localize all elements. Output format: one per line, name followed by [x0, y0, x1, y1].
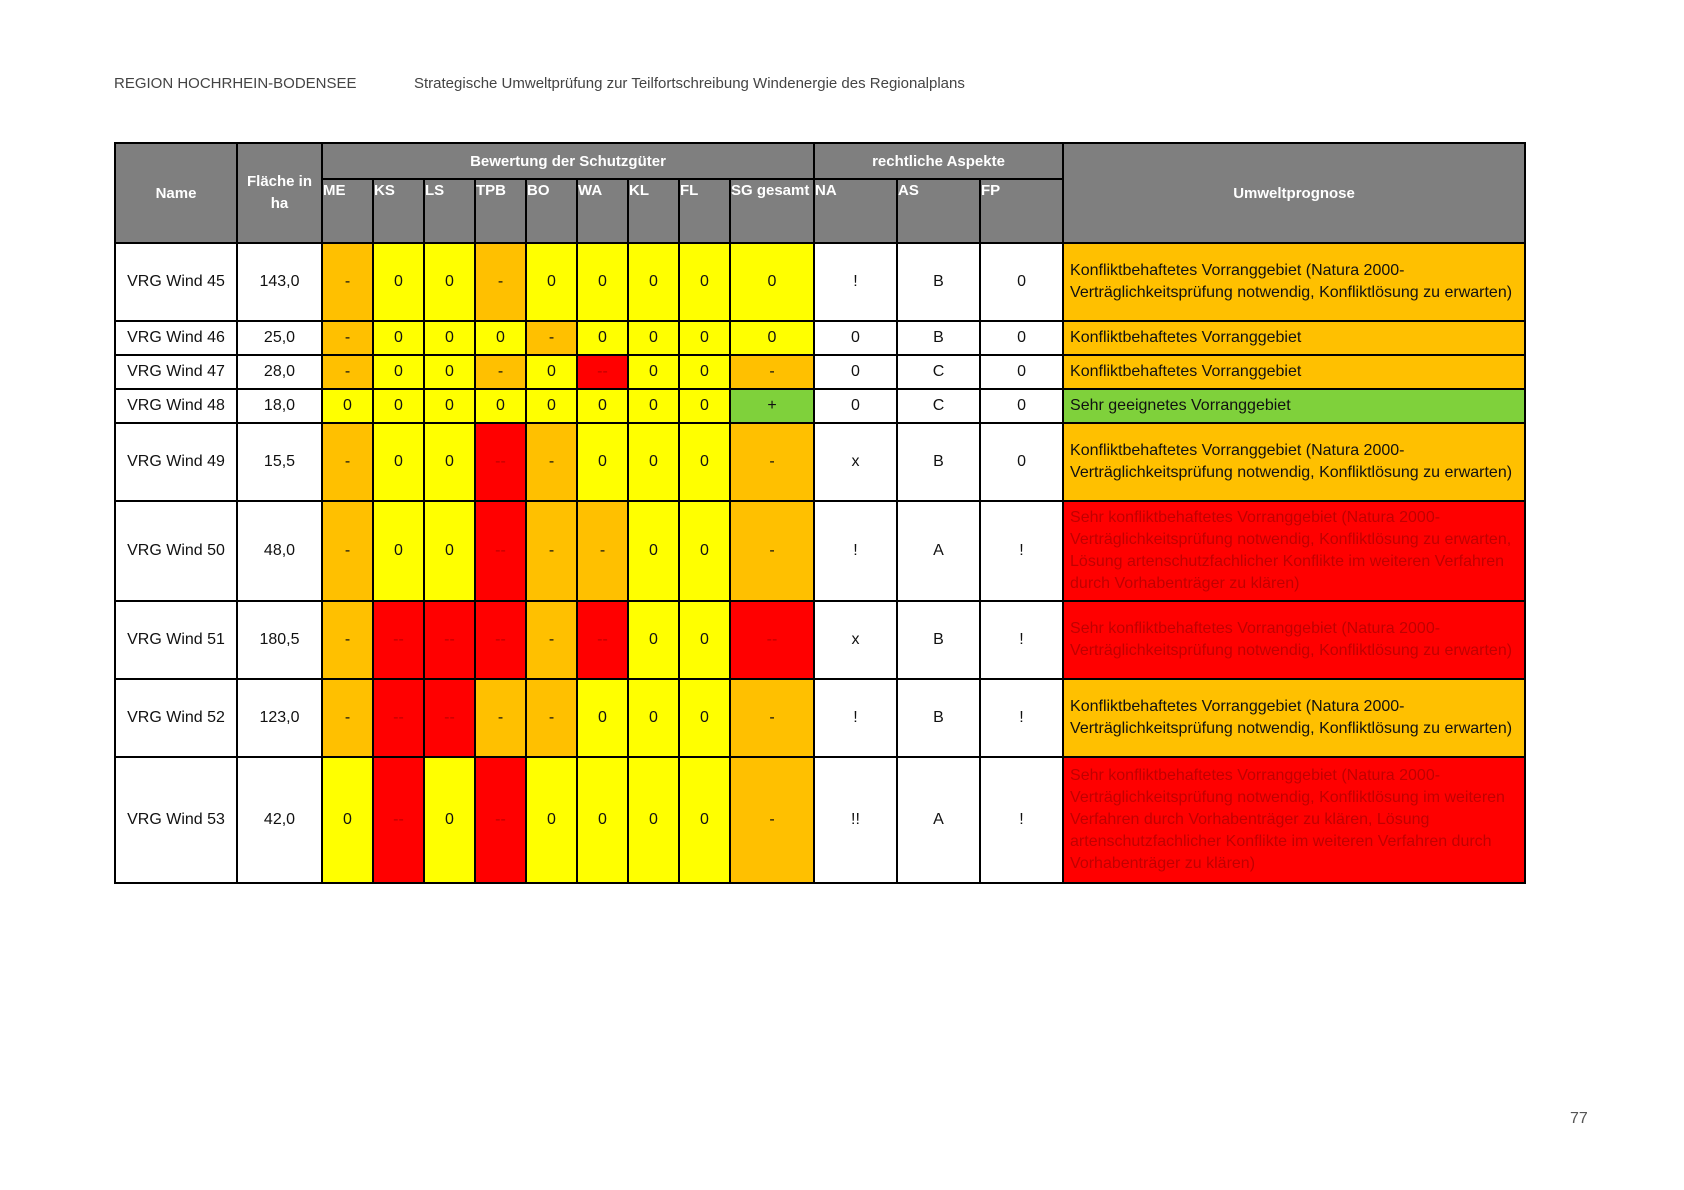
cell-sg-gesamt: -	[730, 679, 814, 757]
header-col-ls: LS	[424, 179, 475, 243]
cell-kl: 0	[628, 601, 679, 679]
region-title: REGION HOCHRHEIN-BODENSEE	[114, 75, 357, 92]
header-col-fp: FP	[980, 179, 1063, 243]
table-row	[115, 757, 1525, 883]
table-row	[115, 355, 1525, 389]
cell-fp: 0	[980, 355, 1063, 389]
cell-ls: 0	[424, 501, 475, 601]
cell-na: 0	[814, 321, 897, 355]
header-col-wa: WA	[577, 179, 628, 243]
cell-area: 25,0	[237, 321, 322, 355]
cell-fl: 0	[679, 757, 730, 883]
header-rechtlich: rechtliche Aspekte	[814, 143, 1063, 179]
cell-bo: 0	[526, 389, 577, 423]
cell-as: A	[897, 501, 980, 601]
cell-umweltprognose: Konfliktbehaftetes Vorranggebiet (Natura 2000-Verträglichkeitsprüfung notwendig, Konfliktlösung zu erwarten)	[1063, 243, 1525, 321]
header-area: Fläche in ha	[237, 143, 322, 243]
cell-ks: 0	[373, 423, 424, 501]
header-col-as: AS	[897, 179, 980, 243]
cell-bo: -	[526, 679, 577, 757]
cell-ls: 0	[424, 757, 475, 883]
cell-kl: 0	[628, 243, 679, 321]
cell-name: VRG Wind 51	[115, 601, 237, 679]
cell-area: 48,0	[237, 501, 322, 601]
cell-ks: 0	[373, 243, 424, 321]
cell-me: -	[322, 423, 373, 501]
cell-as: A	[897, 757, 980, 883]
cell-as: B	[897, 679, 980, 757]
cell-as: B	[897, 321, 980, 355]
cell-bo: 0	[526, 355, 577, 389]
document-subtitle: Strategische Umweltprüfung zur Teilfortschreibung Windenergie des Regionalplans	[414, 75, 965, 92]
cell-sg-gesamt: 0	[730, 243, 814, 321]
cell-tpb: --	[475, 757, 526, 883]
header-col-sg: SG gesamt	[730, 179, 814, 243]
page-number: 77	[1570, 1110, 1588, 1127]
cell-me: 0	[322, 757, 373, 883]
cell-sg-gesamt: -	[730, 423, 814, 501]
cell-fl: 0	[679, 389, 730, 423]
cell-me: -	[322, 321, 373, 355]
cell-umweltprognose: Konfliktbehaftetes Vorranggebiet	[1063, 321, 1525, 355]
cell-area: 18,0	[237, 389, 322, 423]
cell-name: VRG Wind 47	[115, 355, 237, 389]
cell-fl: 0	[679, 355, 730, 389]
cell-ks: --	[373, 679, 424, 757]
table-body	[115, 243, 1525, 883]
cell-fl: 0	[679, 501, 730, 601]
cell-wa: -	[577, 501, 628, 601]
cell-fp: !	[980, 757, 1063, 883]
cell-tpb: -	[475, 679, 526, 757]
cell-as: B	[897, 243, 980, 321]
cell-wa: 0	[577, 321, 628, 355]
cell-ls: --	[424, 679, 475, 757]
cell-tpb: --	[475, 501, 526, 601]
cell-name: VRG Wind 53	[115, 757, 237, 883]
cell-fl: 0	[679, 679, 730, 757]
cell-wa: --	[577, 355, 628, 389]
table-row	[115, 321, 1525, 355]
cell-umweltprognose: Sehr konfliktbehaftetes Vorranggebiet (Natura 2000-Verträglichkeitsprüfung notwendig, Konfliktlösung im weiteren Verfahren durch Vorhabenträger zu klären, Lösung artenschutzfachlicher Konflikte im weiteren Verfahren durch Vorhabenträger zu klären)	[1063, 757, 1525, 883]
cell-me: -	[322, 243, 373, 321]
cell-me: 0	[322, 389, 373, 423]
cell-fp: !	[980, 679, 1063, 757]
cell-ls: 0	[424, 355, 475, 389]
cell-kl: 0	[628, 321, 679, 355]
cell-ks: 0	[373, 501, 424, 601]
cell-area: 180,5	[237, 601, 322, 679]
cell-sg-gesamt: 0	[730, 321, 814, 355]
cell-sg-gesamt: -	[730, 501, 814, 601]
cell-fp: 0	[980, 243, 1063, 321]
cell-tpb: -	[475, 355, 526, 389]
table-row	[115, 679, 1525, 757]
cell-umweltprognose: Sehr konfliktbehaftetes Vorranggebiet (Natura 2000-Verträglichkeitsprüfung notwendig, Konfliktlösung zu erwarten)	[1063, 601, 1525, 679]
cell-umweltprognose: Konfliktbehaftetes Vorranggebiet (Natura 2000-Verträglichkeitsprüfung notwendig, Konfliktlösung zu erwarten)	[1063, 423, 1525, 501]
cell-me: -	[322, 355, 373, 389]
header-col-fl: FL	[679, 179, 730, 243]
cell-kl: 0	[628, 355, 679, 389]
cell-fl: 0	[679, 423, 730, 501]
cell-ks: --	[373, 757, 424, 883]
cell-kl: 0	[628, 501, 679, 601]
table-row	[115, 423, 1525, 501]
cell-na: !	[814, 243, 897, 321]
cell-tpb: --	[475, 601, 526, 679]
cell-bo: 0	[526, 757, 577, 883]
cell-ls: --	[424, 601, 475, 679]
cell-as: B	[897, 601, 980, 679]
cell-name: VRG Wind 45	[115, 243, 237, 321]
cell-ks: 0	[373, 321, 424, 355]
cell-sg-gesamt: -	[730, 355, 814, 389]
cell-name: VRG Wind 46	[115, 321, 237, 355]
cell-ls: 0	[424, 389, 475, 423]
cell-wa: 0	[577, 389, 628, 423]
header-col-kl: KL	[628, 179, 679, 243]
cell-umweltprognose: Sehr konfliktbehaftetes Vorranggebiet (Natura 2000-Verträglichkeitsprüfung notwendig, Konfliktlösung zu erwarten, Lösung artenschutzfachlicher Konflikte im weiteren Verfahren durch Vorhabenträger zu klären)	[1063, 501, 1525, 601]
cell-name: VRG Wind 48	[115, 389, 237, 423]
cell-wa: 0	[577, 757, 628, 883]
cell-na: !	[814, 501, 897, 601]
cell-name: VRG Wind 50	[115, 501, 237, 601]
table-row	[115, 243, 1525, 321]
cell-bo: -	[526, 501, 577, 601]
cell-na: x	[814, 423, 897, 501]
cell-kl: 0	[628, 389, 679, 423]
header-col-bo: BO	[526, 179, 577, 243]
cell-bo: -	[526, 321, 577, 355]
cell-umweltprognose: Sehr geeignetes Vorranggebiet	[1063, 389, 1525, 423]
cell-fp: 0	[980, 423, 1063, 501]
cell-ks: 0	[373, 389, 424, 423]
cell-fl: 0	[679, 243, 730, 321]
cell-area: 28,0	[237, 355, 322, 389]
cell-fp: !	[980, 501, 1063, 601]
cell-umweltprognose: Konfliktbehaftetes Vorranggebiet (Natura 2000-Verträglichkeitsprüfung notwendig, Konfliktlösung zu erwarten)	[1063, 679, 1525, 757]
cell-bo: -	[526, 423, 577, 501]
cell-ls: 0	[424, 321, 475, 355]
cell-kl: 0	[628, 423, 679, 501]
cell-as: C	[897, 355, 980, 389]
header-name: Name	[115, 143, 237, 243]
cell-ks: --	[373, 601, 424, 679]
cell-area: 15,5	[237, 423, 322, 501]
cell-na: !	[814, 679, 897, 757]
cell-wa: 0	[577, 679, 628, 757]
cell-wa: --	[577, 601, 628, 679]
cell-area: 42,0	[237, 757, 322, 883]
cell-wa: 0	[577, 243, 628, 321]
cell-fl: 0	[679, 321, 730, 355]
cell-wa: 0	[577, 423, 628, 501]
cell-sg-gesamt: -	[730, 757, 814, 883]
cell-na: !!	[814, 757, 897, 883]
cell-fl: 0	[679, 601, 730, 679]
header-col-na: NA	[814, 179, 897, 243]
table-row	[115, 601, 1525, 679]
cell-as: C	[897, 389, 980, 423]
cell-name: VRG Wind 49	[115, 423, 237, 501]
header-col-me: ME	[322, 179, 373, 243]
cell-area: 143,0	[237, 243, 322, 321]
cell-tpb: 0	[475, 321, 526, 355]
header-col-ks: KS	[373, 179, 424, 243]
cell-fp: 0	[980, 389, 1063, 423]
cell-tpb: --	[475, 423, 526, 501]
cell-tpb: 0	[475, 389, 526, 423]
cell-ls: 0	[424, 243, 475, 321]
cell-fp: !	[980, 601, 1063, 679]
cell-area: 123,0	[237, 679, 322, 757]
cell-sg-gesamt: +	[730, 389, 814, 423]
cell-kl: 0	[628, 757, 679, 883]
cell-as: B	[897, 423, 980, 501]
cell-bo: 0	[526, 243, 577, 321]
cell-me: -	[322, 501, 373, 601]
cell-fp: 0	[980, 321, 1063, 355]
cell-bo: -	[526, 601, 577, 679]
cell-me: -	[322, 679, 373, 757]
cell-na: 0	[814, 389, 897, 423]
cell-na: 0	[814, 355, 897, 389]
cell-me: -	[322, 601, 373, 679]
header-prognose: Umweltprognose	[1063, 143, 1525, 243]
cell-umweltprognose: Konfliktbehaftetes Vorranggebiet	[1063, 355, 1525, 389]
cell-ks: 0	[373, 355, 424, 389]
assessment-table	[114, 142, 1526, 884]
header-col-tpb: TPB	[475, 179, 526, 243]
cell-na: x	[814, 601, 897, 679]
cell-sg-gesamt: --	[730, 601, 814, 679]
cell-name: VRG Wind 52	[115, 679, 237, 757]
cell-tpb: -	[475, 243, 526, 321]
table-row	[115, 389, 1525, 423]
table-row	[115, 501, 1525, 601]
header-schutzgueter: Bewertung der Schutzgüter	[322, 143, 814, 179]
cell-kl: 0	[628, 679, 679, 757]
cell-ls: 0	[424, 423, 475, 501]
